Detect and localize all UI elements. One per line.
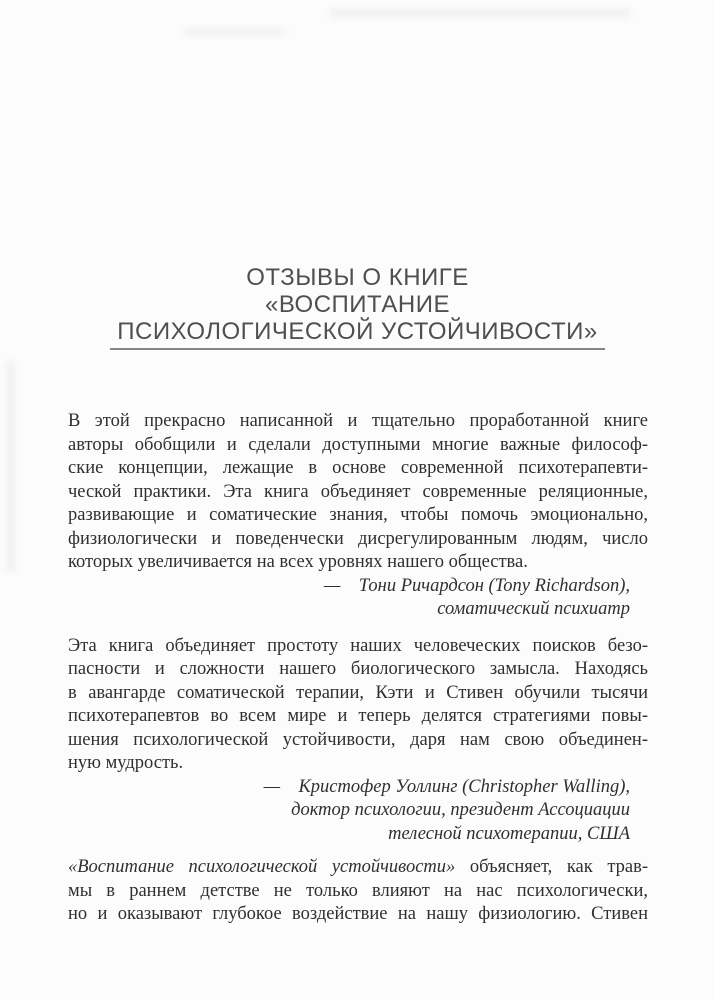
text-line: Эта книга объединяет простоту наших человеческих поисков безо- xyxy=(68,635,648,656)
reviews-body xyxy=(68,410,648,927)
page-title xyxy=(0,264,715,345)
text-line: В этой прекрасно написанной и тщательно проработанной книге xyxy=(68,411,648,431)
text-line: пасности и сложности нашего биологического замысла. Находясь xyxy=(68,659,648,679)
text-line: психотерапевтов во всем мире и теперь делятся стратегиями повы- xyxy=(68,706,648,726)
text-line: физиологически и поведенчески дисрегулированным людям, число xyxy=(68,528,648,549)
text-line: ские концепции, лежащие в основе современной психотерапевти- xyxy=(68,458,648,478)
attribution-line: доктор психологии, президент Ассоциации xyxy=(291,800,630,820)
review-3 xyxy=(68,856,648,927)
attribution-line: — Тони Ричардсон (Tony Richardson), xyxy=(323,575,630,596)
text-line: авторы обобщили и сделали доступными многие важные философ- xyxy=(68,434,648,455)
text-line: мы в раннем детстве не только влияют на нас психологически, xyxy=(68,880,648,901)
heading-line-3: ПСИХОЛОГИЧЕСКОЙ УСТОЙЧИВОСТИ» xyxy=(117,318,598,345)
attribution-line: соматический психиатр xyxy=(437,599,630,619)
heading-underline xyxy=(110,348,605,350)
text-line: в авангарде соматической терапии, Кэти и Стивен обучили тысячи xyxy=(68,682,648,703)
review-1 xyxy=(68,410,648,622)
text-line xyxy=(68,856,648,880)
scan-artifact xyxy=(185,28,285,36)
text-line: но и оказывают глубокое воздействие на нашу физиологию. Стивен xyxy=(68,904,648,924)
text-line: которых увеличивается на всех уровнях нашего общества. xyxy=(68,552,528,572)
attribution-line: телесной психотерапии, США xyxy=(388,823,630,844)
text-line: ческой практики. Эта книга объединяет современные реляционные, xyxy=(68,481,648,502)
text-line: ную мудрость. xyxy=(68,753,184,773)
scan-artifact xyxy=(330,8,630,18)
review-2 xyxy=(68,635,648,847)
heading-line-1: ОТЗЫВЫ О КНИГЕ xyxy=(246,264,469,291)
book-title-italic: «Воспитание психологической устойчивости» xyxy=(68,857,456,877)
text-line: шения психологической устойчивости, даря нам свою объединен- xyxy=(68,729,648,750)
attribution-line: — Кристофер Уоллинг (Christopher Walling), xyxy=(263,776,630,797)
heading-line-2: «ВОСПИТАНИЕ xyxy=(264,291,451,318)
text-line-rest: объясняет, как трав- xyxy=(455,857,648,877)
text-line: развивающие и соматические знания, чтобы помочь эмоционально, xyxy=(68,505,648,525)
scan-artifact xyxy=(6,362,16,572)
